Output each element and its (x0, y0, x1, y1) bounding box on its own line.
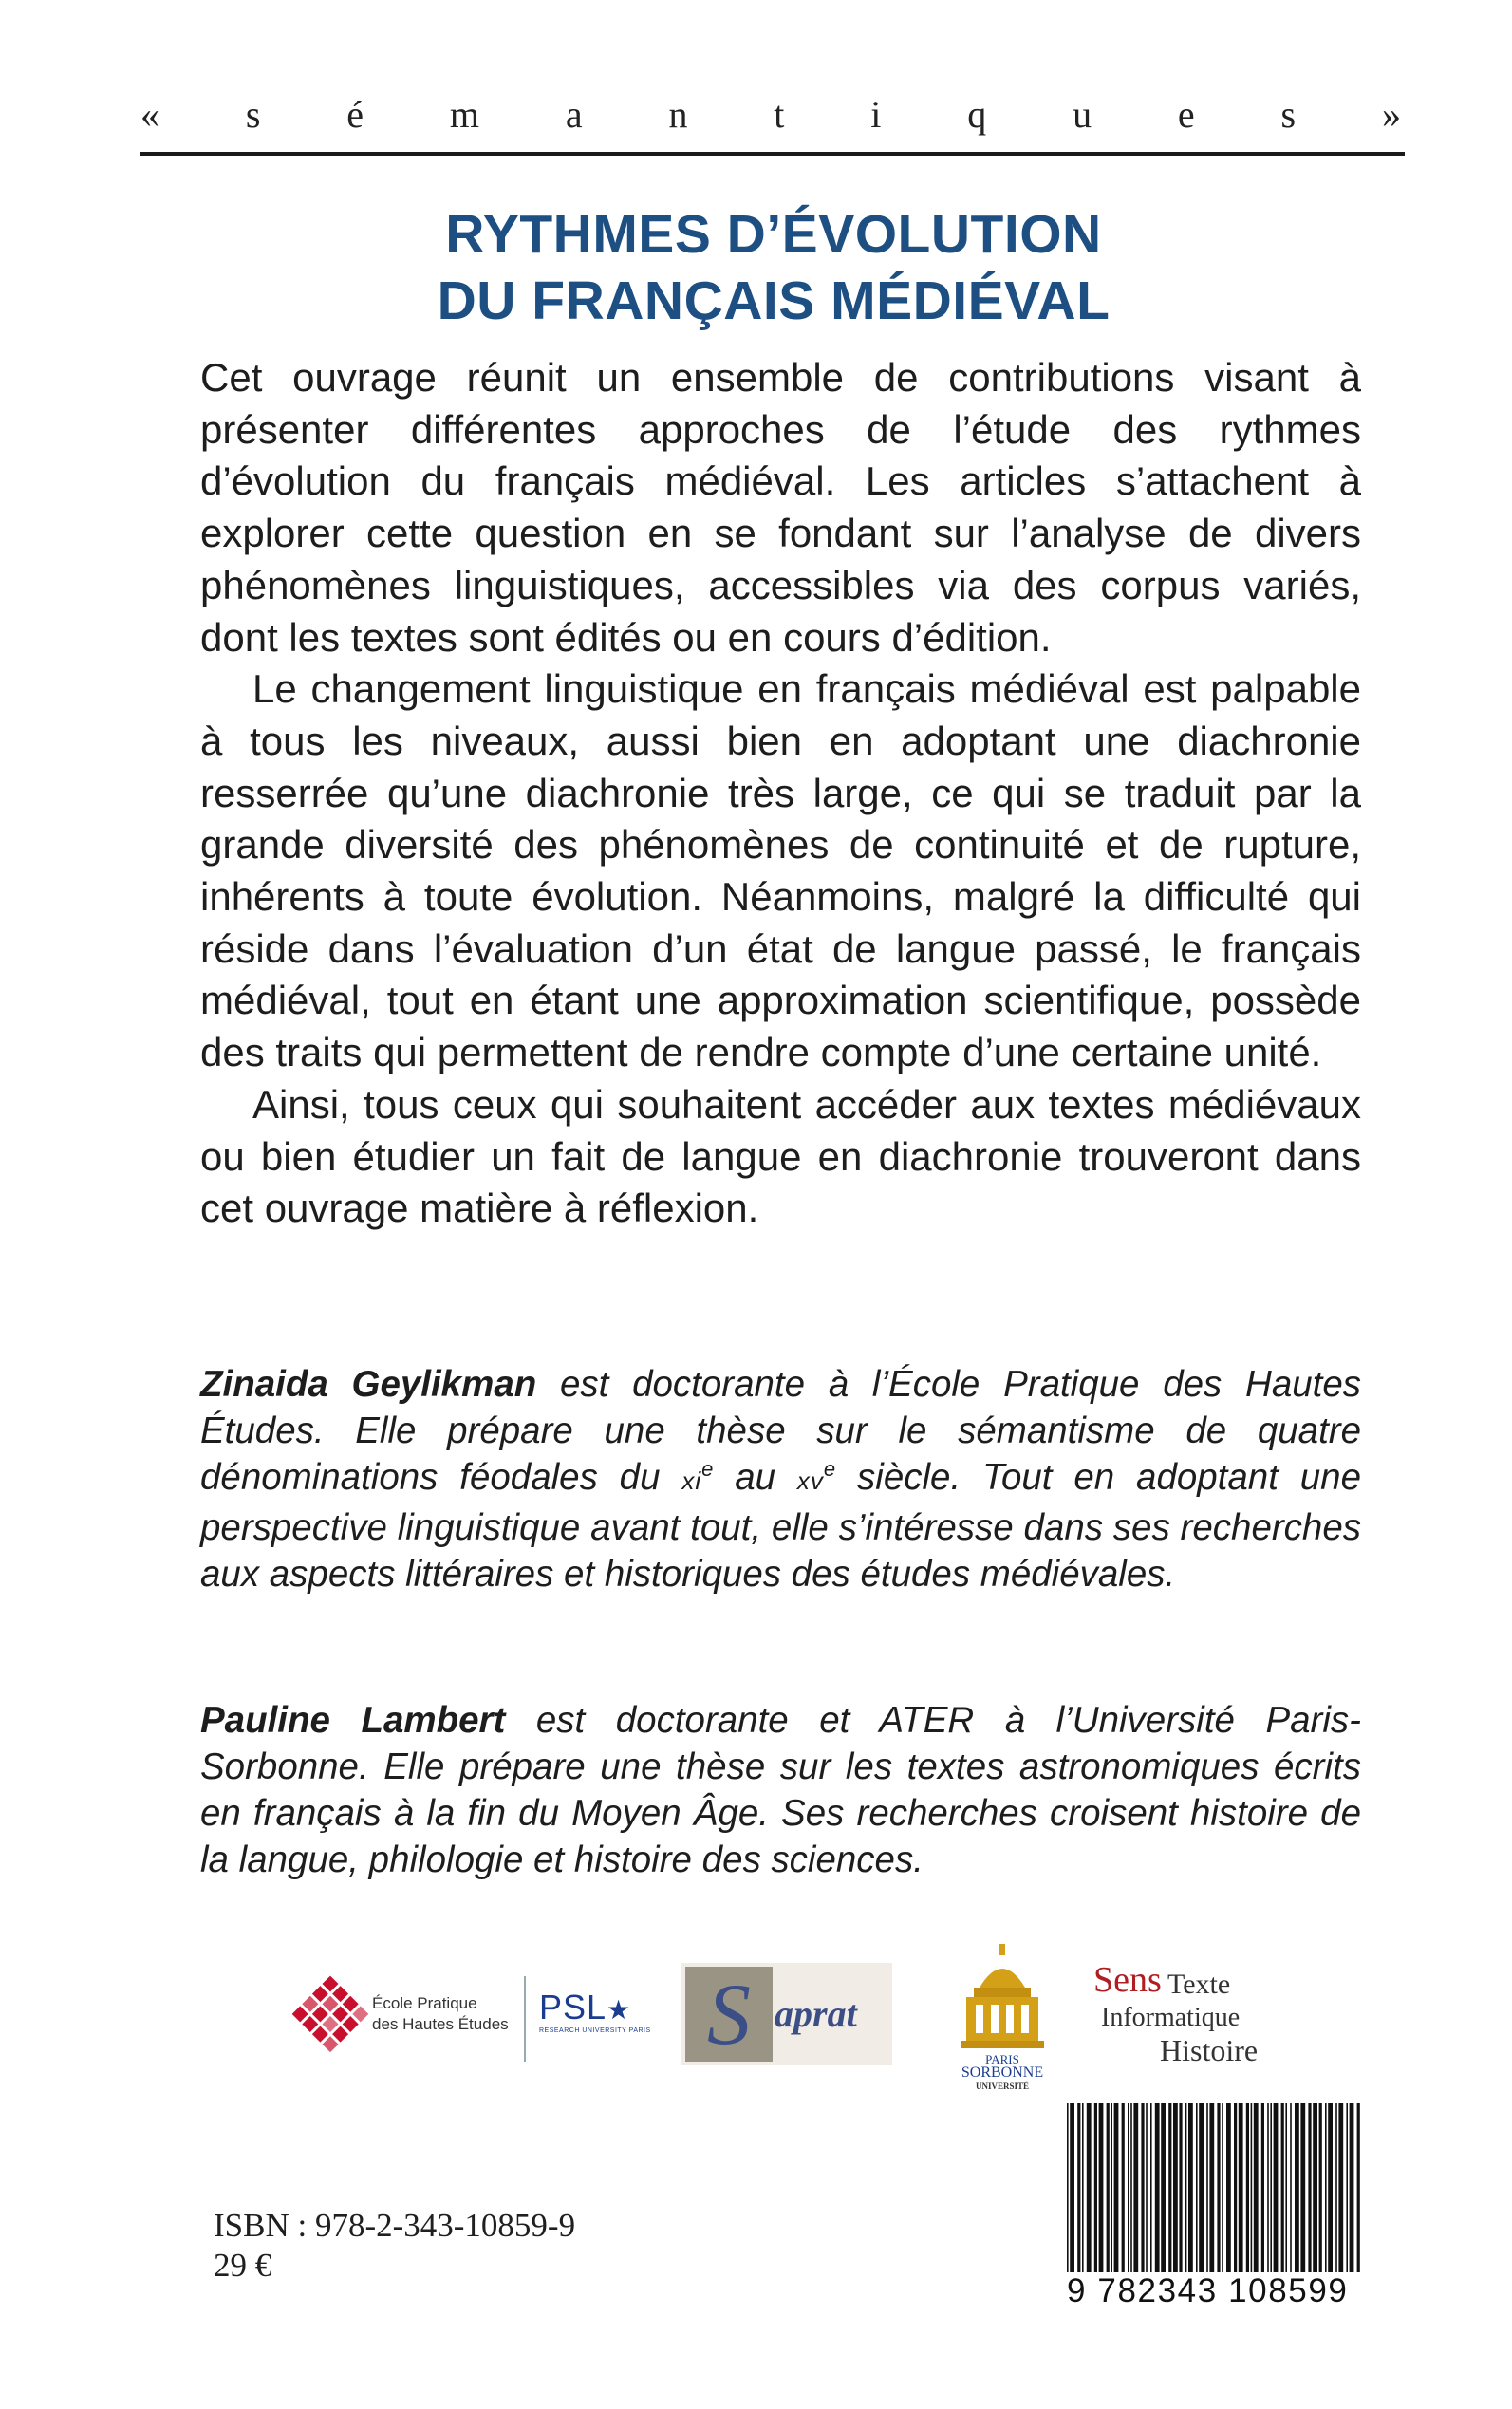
barcode-bar (1308, 2103, 1311, 2289)
barcode-bar (1217, 2103, 1220, 2289)
century-numeral: xi (681, 1466, 702, 1495)
barcode-bar (1251, 2103, 1253, 2289)
stih-word: Texte (1167, 1969, 1231, 2000)
sorbonne-dome-icon (945, 1942, 1059, 2048)
sorbonne-name-line: SORBONNE (961, 2064, 1044, 2081)
barcode-bar (1274, 2103, 1279, 2289)
saprat-logo (681, 1963, 892, 2065)
psl-logo (539, 1988, 651, 2034)
title-line-2: DU FRANÇAIS MÉDIÉVAL (437, 271, 1111, 331)
barcode-bar (1087, 2103, 1092, 2289)
barcode-bar (1281, 2103, 1284, 2289)
logo-divider (524, 1976, 526, 2062)
author-bio-2 (200, 1697, 1361, 1883)
barcode-bar (1107, 2103, 1110, 2289)
bio-text: est doctorante à l’École Pratique des Hautes Études. Elle prépare une thèse sur le sémantisme de quatre dénominations féodales du (200, 1364, 1362, 1498)
series-letter: » (1381, 92, 1401, 136)
barcode-bar (1300, 2103, 1305, 2289)
series-letter: i (870, 92, 882, 136)
barcode-icon (1063, 2103, 1363, 2293)
barcode-bar (1222, 2103, 1223, 2289)
sorbonne-name-line: PARIS (985, 2052, 1019, 2066)
ephe-name-line: École Pratique (372, 1994, 477, 2012)
author-name: Pauline Lambert (200, 1700, 506, 1741)
barcode-bar (1173, 2103, 1178, 2289)
description-paragraph-2: Le changement linguistique en français médiéval est palpable à tous les niveaux, aussi bien en adoptant une diachronie resserrée qu’une diachronie très large, ce qui se traduit par la grande diversité des phénomènes de continuité et de rupture, inhérents à toute évolution. Néanmoins, malgré la difficulté qui réside dans l’évaluation d’un état de langue passé, le français médiéval, tout en étant une approximation scientifique, possède des traits qui permettent de rendre compte d’une certaine unité. (200, 666, 1361, 1075)
barcode-bar (1128, 2103, 1129, 2289)
series-letter: a (565, 92, 583, 136)
book-description (200, 352, 1361, 1235)
saprat-initial-icon: S (685, 1967, 773, 2062)
barcode-bar (1150, 2103, 1152, 2289)
psl-wordmark: PSL (539, 1988, 607, 2026)
barcode-bar (1295, 2103, 1299, 2289)
barcode-bar (1141, 2103, 1144, 2289)
barcode-bar (1185, 2103, 1187, 2289)
barcode-bar (1130, 2103, 1132, 2289)
ephe-name-line: des Hautes Études (372, 2015, 509, 2033)
barcode-bar (1199, 2103, 1204, 2289)
author-name: Zinaida Geylikman (200, 1364, 537, 1405)
isbn: ISBN : 978-2-343-10859-9 (214, 2207, 576, 2244)
barcode-bar (1261, 2103, 1264, 2289)
barcode-bar (1328, 2103, 1333, 2289)
barcode-bar (1070, 2103, 1074, 2289)
description-paragraph-3: Ainsi, tous ceux qui souhaitent accéder aux textes médiévaux ou bien étudier un fait de langue en diachronie trouveront dans cet ouvrage matière à réflexion. (200, 1081, 1361, 1231)
ephe-emblem-icon (285, 1970, 376, 2062)
stih-logo (1093, 1959, 1274, 2073)
title-line-1: RYTHMES D’ÉVOLUTION (445, 204, 1102, 265)
series-letter: m (449, 92, 479, 136)
sorbonne-name-line: UNIVERSITÉ (975, 2082, 1030, 2091)
saprat-wordmark: aprat (775, 1992, 857, 2035)
series-letter: n (668, 92, 688, 136)
barcode-bar (1196, 2103, 1198, 2289)
barcode-bar (1111, 2103, 1112, 2289)
barcode-bar (1270, 2103, 1272, 2289)
barcode-bar (1161, 2103, 1166, 2289)
barcode-bar (1226, 2103, 1231, 2289)
barcode-bar (1335, 2103, 1337, 2289)
series-name (140, 91, 1401, 137)
ephe-logo (285, 1970, 376, 2066)
barcode-bar (1209, 2103, 1214, 2289)
barcode-bar (1077, 2103, 1080, 2289)
series-letter: t (774, 92, 785, 136)
description-paragraph-1: Cet ouvrage réunit un ensemble de contributions visant à présenter différentes approches de l’étude des rythmes d’évolution du français médiéval. Les articles s’attachent à explorer cette question en se fondant sur l’analyse de divers phénomènes linguistiques, accessibles via des corpus variés, dont les textes sont édités ou en cours d’édition. (200, 355, 1361, 660)
series-letter: s (245, 92, 261, 136)
barcode-bar (1290, 2103, 1292, 2289)
barcode-bar (1357, 2103, 1360, 2289)
series-letter: é (346, 92, 364, 136)
partner-logos (0, 1936, 1512, 2126)
series-letter: u (1073, 92, 1092, 136)
author-bio-1 (200, 1361, 1361, 1597)
barcode-bar (1099, 2103, 1104, 2289)
barcode-digits: 9 782343 108599 (1067, 2272, 1361, 2314)
isbn-price-block (214, 2206, 575, 2286)
series-letter: s (1280, 92, 1297, 136)
series-letter: « (140, 92, 159, 136)
stih-word: Histoire (1160, 2033, 1259, 2067)
barcode-bar (1188, 2103, 1193, 2289)
barcode-bar (1122, 2103, 1125, 2289)
barcode-bar (1179, 2103, 1182, 2289)
barcode-bar (1346, 2103, 1348, 2289)
bio-text: est doctorante et ATER à l’Université Paris-Sorbonne. Elle prépare une thèse sur les textes astronomiques écrits en français à la fin du Moyen Âge. Ses recherches croisent histoire de la langue, philologie et histoire des sciences. (200, 1700, 1362, 1880)
century-numeral: xv (796, 1466, 824, 1495)
barcode-bar (1082, 2103, 1084, 2289)
stih-word: Sens (1093, 1960, 1162, 2000)
stih-word: Informatique (1101, 2003, 1241, 2032)
barcode-bar (1285, 2103, 1287, 2289)
barcode-bar (1350, 2103, 1354, 2289)
barcode-bar (1254, 2103, 1259, 2289)
bio-text: au (713, 1457, 797, 1498)
barcode-bar (1239, 2103, 1243, 2289)
barcode-bar (1313, 2103, 1317, 2289)
bio-text: siècle. Tout en adoptant une perspective linguistique avant tout, elle s’intéresse dans ses recherches aux aspects littéraires et historiques des études médiévales. (200, 1457, 1361, 1595)
barcode-bar (1168, 2103, 1171, 2289)
barcode-bar (1267, 2103, 1269, 2289)
header-rule (140, 152, 1405, 156)
barcode-bar (1246, 2103, 1249, 2289)
barcode-bar (1338, 2103, 1343, 2289)
psl-subtitle: RESEARCH UNIVERSITY PARIS (539, 2027, 651, 2034)
star-icon: ★ (607, 1995, 632, 2025)
barcode-bar (1234, 2103, 1237, 2289)
barcode-bar (1067, 2103, 1069, 2289)
barcode-bar (1146, 2103, 1148, 2289)
century-suffix: e (701, 1457, 714, 1482)
series-letter: q (967, 92, 987, 136)
series-letter: e (1177, 92, 1195, 136)
sorbonne-logo (945, 1942, 1059, 2093)
barcode-bar (1325, 2103, 1327, 2289)
century-suffix: e (823, 1457, 836, 1482)
ephe-wordmark (372, 1993, 509, 2035)
barcode-bar (1114, 2103, 1119, 2289)
barcode-bar (1155, 2103, 1160, 2289)
barcode-bar (1206, 2103, 1208, 2289)
barcode-bar (1319, 2103, 1322, 2289)
book-title (190, 201, 1357, 334)
barcode-bar (1133, 2103, 1138, 2289)
price: 29 € (214, 2247, 272, 2284)
barcode-bar (1094, 2103, 1097, 2289)
